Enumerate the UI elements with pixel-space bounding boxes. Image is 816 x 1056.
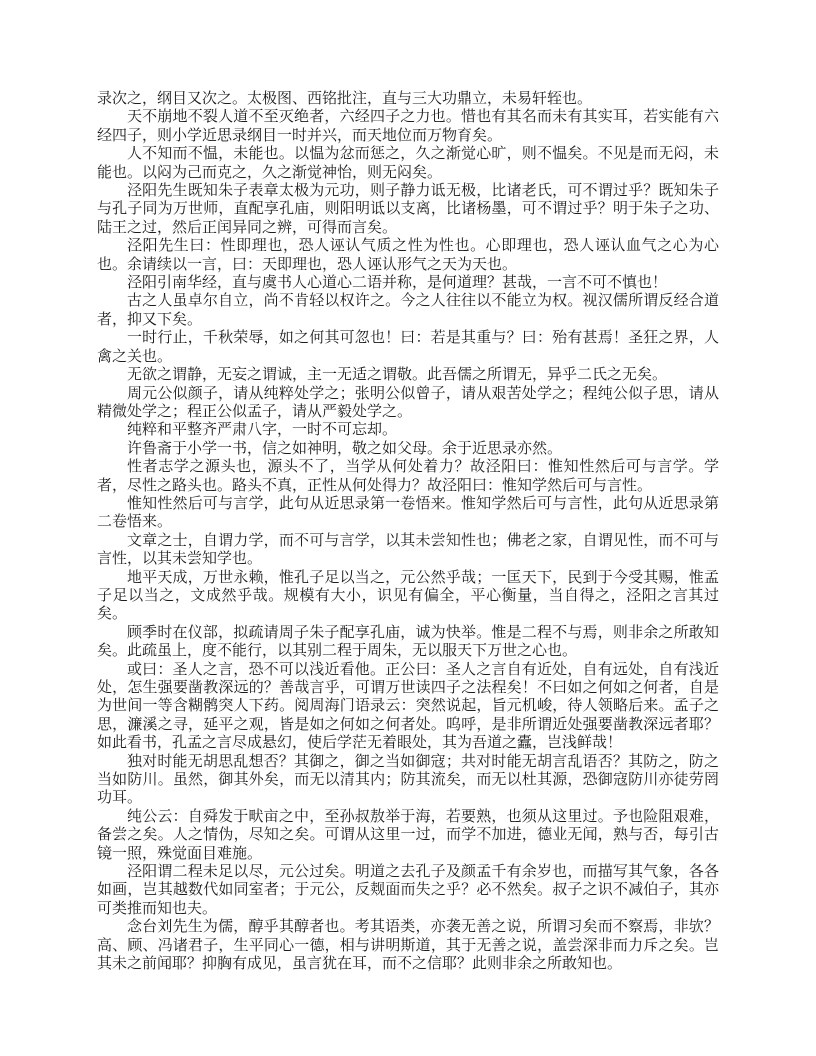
paragraph: 无欲之谓静，无妄之谓诚，主一无适之谓敬。此吾儒之所谓无，异乎二氏之无矣。: [127, 367, 668, 384]
paragraph: 周元公似颜子，请从纯粹处学之；张明公似曾子，请从艰苦处学之；程纯公似子思，请从精微处学之；程正公似孟子，请从严毅处学之。: [97, 385, 719, 420]
paragraph: 泾阳先生曰：性即理也，恐人诬认气质之性为性也。心即理也，恐人诬认血气之心为心也。余请续以一言，曰：天即理也，恐人诬认形气之天为天也。: [97, 238, 719, 273]
paragraph: 纯公云：自舜发于畎亩之中，至孙叔敖举于海，若要熟，也须从这里过。予也险阻艰难，备尝之矣。人之情伪，尽知之矣。可谓从这里一过，而学不加进，德业无闻，熟与否，每引古镜一照，殊觉面目难施。: [97, 808, 719, 862]
paragraph: 独对时能无胡思乱想否？其御之，御之当如御寇；共对时能无胡言乱语否？其防之，防之当如防川。虽然，御其外矣，而无以清其内；防其流矣，而无以杜其源，恐御寇防川亦徒劳罔功耳。: [97, 753, 719, 807]
paragraph: 地平天成，万世永赖，惟孔子足以当之，元公然乎哉；一匡天下，民到于今受其赐，惟孟子足以当之，文成然乎哉。规模有大小，识见有偏全，平心衡量，当自得之，泾阳之言其过矣。: [97, 569, 719, 623]
paragraph: 天不崩地不裂人道不至灭绝者，六经四子之力也。惜也有其名而未有其实耳，若实能有六经四子，则小学近思录纲目一时并兴，而天地位而万物育矣。: [97, 109, 719, 144]
paragraph: 性者志学之源头也，源头不了，当学从何处着力？故泾阳曰：惟知性然后可与言学。学者，尽性之路头也。路头不真，正性从何处得力？故泾阳曰：惟知学然后可与言性。: [97, 459, 719, 494]
paragraph: 人不知而不愠，未能也。以愠为忿而惩之，久之渐觉心旷，则不愠矣。不见是而无闷，未能也。以闷为己而克之，久之渐觉神怡，则无闷矣。: [97, 146, 719, 181]
paragraph: 惟知性然后可与言学，此句从近思录第一卷悟来。惟知学然后可与言性，此句从近思录第二卷悟来。: [97, 495, 719, 531]
paragraph: 泾阳引南华经，直与虞书人心道心二语并称，是何道理？甚哉，一言不可不慎也！: [127, 275, 668, 292]
text-block: [97, 90, 719, 974]
paragraph: 许鲁斋于小学一书，信之如神明，敬之如父母。余于近思录亦然。: [127, 440, 563, 457]
paragraph: 文章之士，自谓力学，而不可与言学，以其未尝知性也；佛老之家，自谓见性，而不可与言性，以其未尝知学也。: [97, 532, 719, 568]
paragraph: 纯粹和平整齐严肃八字，一时不可忘却。: [127, 422, 398, 439]
paragraph: 泾阳谓二程未足以尽，元公过矣。明道之去孔子及颜孟千有余岁也，而描写其气象，各各如画，岂其越数代如同室者；于元公，反觌面而失之乎？必不然矣。叔子之识不减伯子，其亦可类推而知也夫。: [97, 864, 719, 917]
paragraph: 一时行止，千秋荣辱，如之何其可忽也！曰：若是其重与？曰：殆有甚焉！圣狂之界，人禽之关也。: [97, 330, 719, 365]
paragraph: 古之人虽卓尔自立，尚不肯轻以权许之。今之人往往以不能立为权。视汉儒所谓反经合道者，抑又下矣。: [97, 293, 719, 328]
paragraph: 念台刘先生为儒，醇乎其醇者也。考其语类，亦袭无善之说，所谓习矣而不察焉，非欤？高、顾、冯诸君子，生平同心一德，相与讲明斯道，其于无善之说，盖尝深非而力斥之矣。岂其未之前闻耶？抑胸有成见，虽言犹在耳，而不之信耶？此则非余之所敢知也。: [97, 919, 719, 973]
paragraph: 顾季时在仪部，拟疏请周子朱子配享孔庙，诚为快举。惟是二程不与焉，则非余之所敢知矣。此疏虽上，度不能行，以其别二程于周朱，无以服天下万世之心也。: [97, 624, 719, 660]
paragraph: 或曰：圣人之言，恐不可以浅近看他。正公曰：圣人之言自有近处，自有远处，自有浅近处，怎生强要凿教深远的？善哉言乎，可谓万世读四子之法程矣！不曰如之何如之何者，自是为世间一等含糊鹘突人下药。阅周海门语录云：突然说起，旨元机峻，待人领略后来。孟子之思，濂溪之寻，延平之观，皆是如之何如之何者处。呜呼，是非所谓近处强要凿教深远者耶？如此看书，孔孟之言尽成悬幻，使后学茫无着眼处，其为吾道之蠹，岂浅鲜哉！: [97, 661, 719, 752]
paragraph: 录次之，纲目又次之。太极图、西铭批注，直与三大功鼎立，未易轩轾也。: [97, 91, 593, 107]
paragraph: 泾阳先生既知朱子表章太极为元功，则子静力诋无极，比诸老氏，可不谓过乎？既知朱子与孔子同为万世师，直配享孔庙，则阳明诋以支离，比诸杨墨，可不谓过乎？明于朱子之功、陆王之过，然后正闰异同之辨，可得而言矣。: [97, 183, 719, 236]
